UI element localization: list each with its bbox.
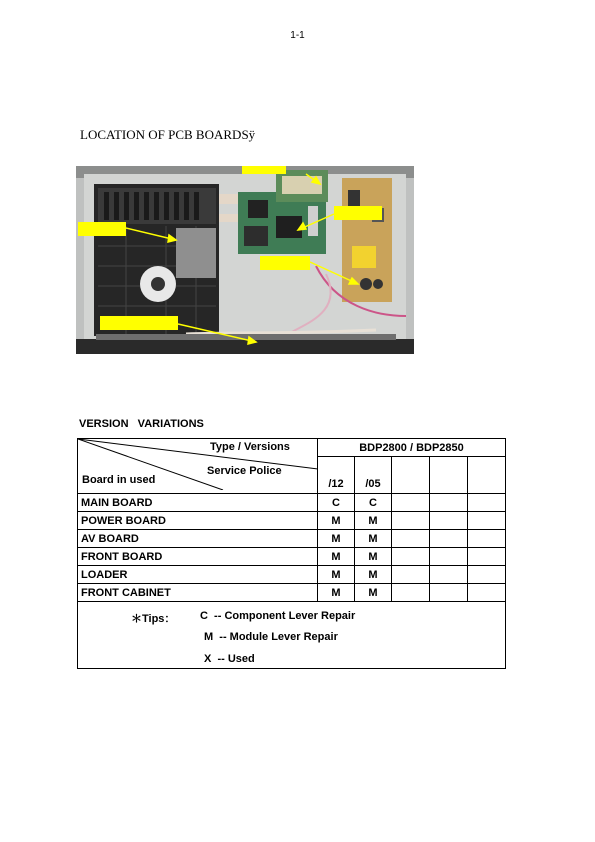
table-row [78, 530, 506, 548]
board-name: LOADER [78, 566, 318, 584]
tips-cell [78, 602, 506, 669]
value-05: M [355, 548, 392, 566]
tip-used: X -- Used [204, 653, 255, 665]
label-box-power-board [334, 206, 382, 220]
version-heading: VERSION VARIATIONS [79, 418, 204, 430]
value-12: C [318, 494, 355, 512]
value-12: M [318, 530, 355, 548]
value-12: M [318, 512, 355, 530]
value-05: M [355, 530, 392, 548]
pcb-location-photo [76, 166, 414, 354]
empty-version-cell [468, 457, 506, 494]
tips-label: ＊Tips： [131, 613, 176, 625]
label-box-main-board [260, 256, 310, 270]
board-name: AV BOARD [78, 530, 318, 548]
page-number: 1-1 [290, 30, 305, 41]
av-board [276, 170, 328, 202]
label-box-loader [78, 222, 126, 236]
table-row [78, 494, 506, 512]
value-05: M [355, 512, 392, 530]
value-12: M [318, 566, 355, 584]
board-name: POWER BOARD [78, 512, 318, 530]
value-05: M [355, 584, 392, 602]
value-12: M [318, 584, 355, 602]
label-box-front-board [100, 316, 178, 330]
board-name: MAIN BOARD [78, 494, 318, 512]
corner-service-label: Service Police [207, 465, 282, 477]
board-name: FRONT CABINET [78, 584, 318, 602]
version-header-05: /05 [355, 457, 392, 494]
table-corner-cell [78, 439, 318, 494]
version-header-12: /12 [318, 457, 355, 494]
section-title: LOCATION OF PCB BOARDSÿ [80, 127, 256, 142]
table-row [78, 548, 506, 566]
empty-version-cell [392, 457, 430, 494]
tip-module: M -- Module Lever Repair [204, 631, 338, 643]
empty-version-cell [430, 457, 468, 494]
value-05: M [355, 566, 392, 584]
table-row [78, 566, 506, 584]
corner-board-label: Board in used [82, 474, 156, 486]
tip-component: C -- Component Lever Repair [200, 610, 356, 622]
corner-type-label: Type / Versions [210, 441, 290, 453]
table-row [78, 512, 506, 530]
board-name: FRONT BOARD [78, 548, 318, 566]
table-row [78, 584, 506, 602]
model-header: BDP2800 / BDP2850 [318, 439, 506, 457]
value-05: C [355, 494, 392, 512]
version-variations-table [77, 438, 506, 669]
loader-unit [94, 184, 219, 336]
value-12: M [318, 548, 355, 566]
label-box-av-board [242, 166, 286, 174]
